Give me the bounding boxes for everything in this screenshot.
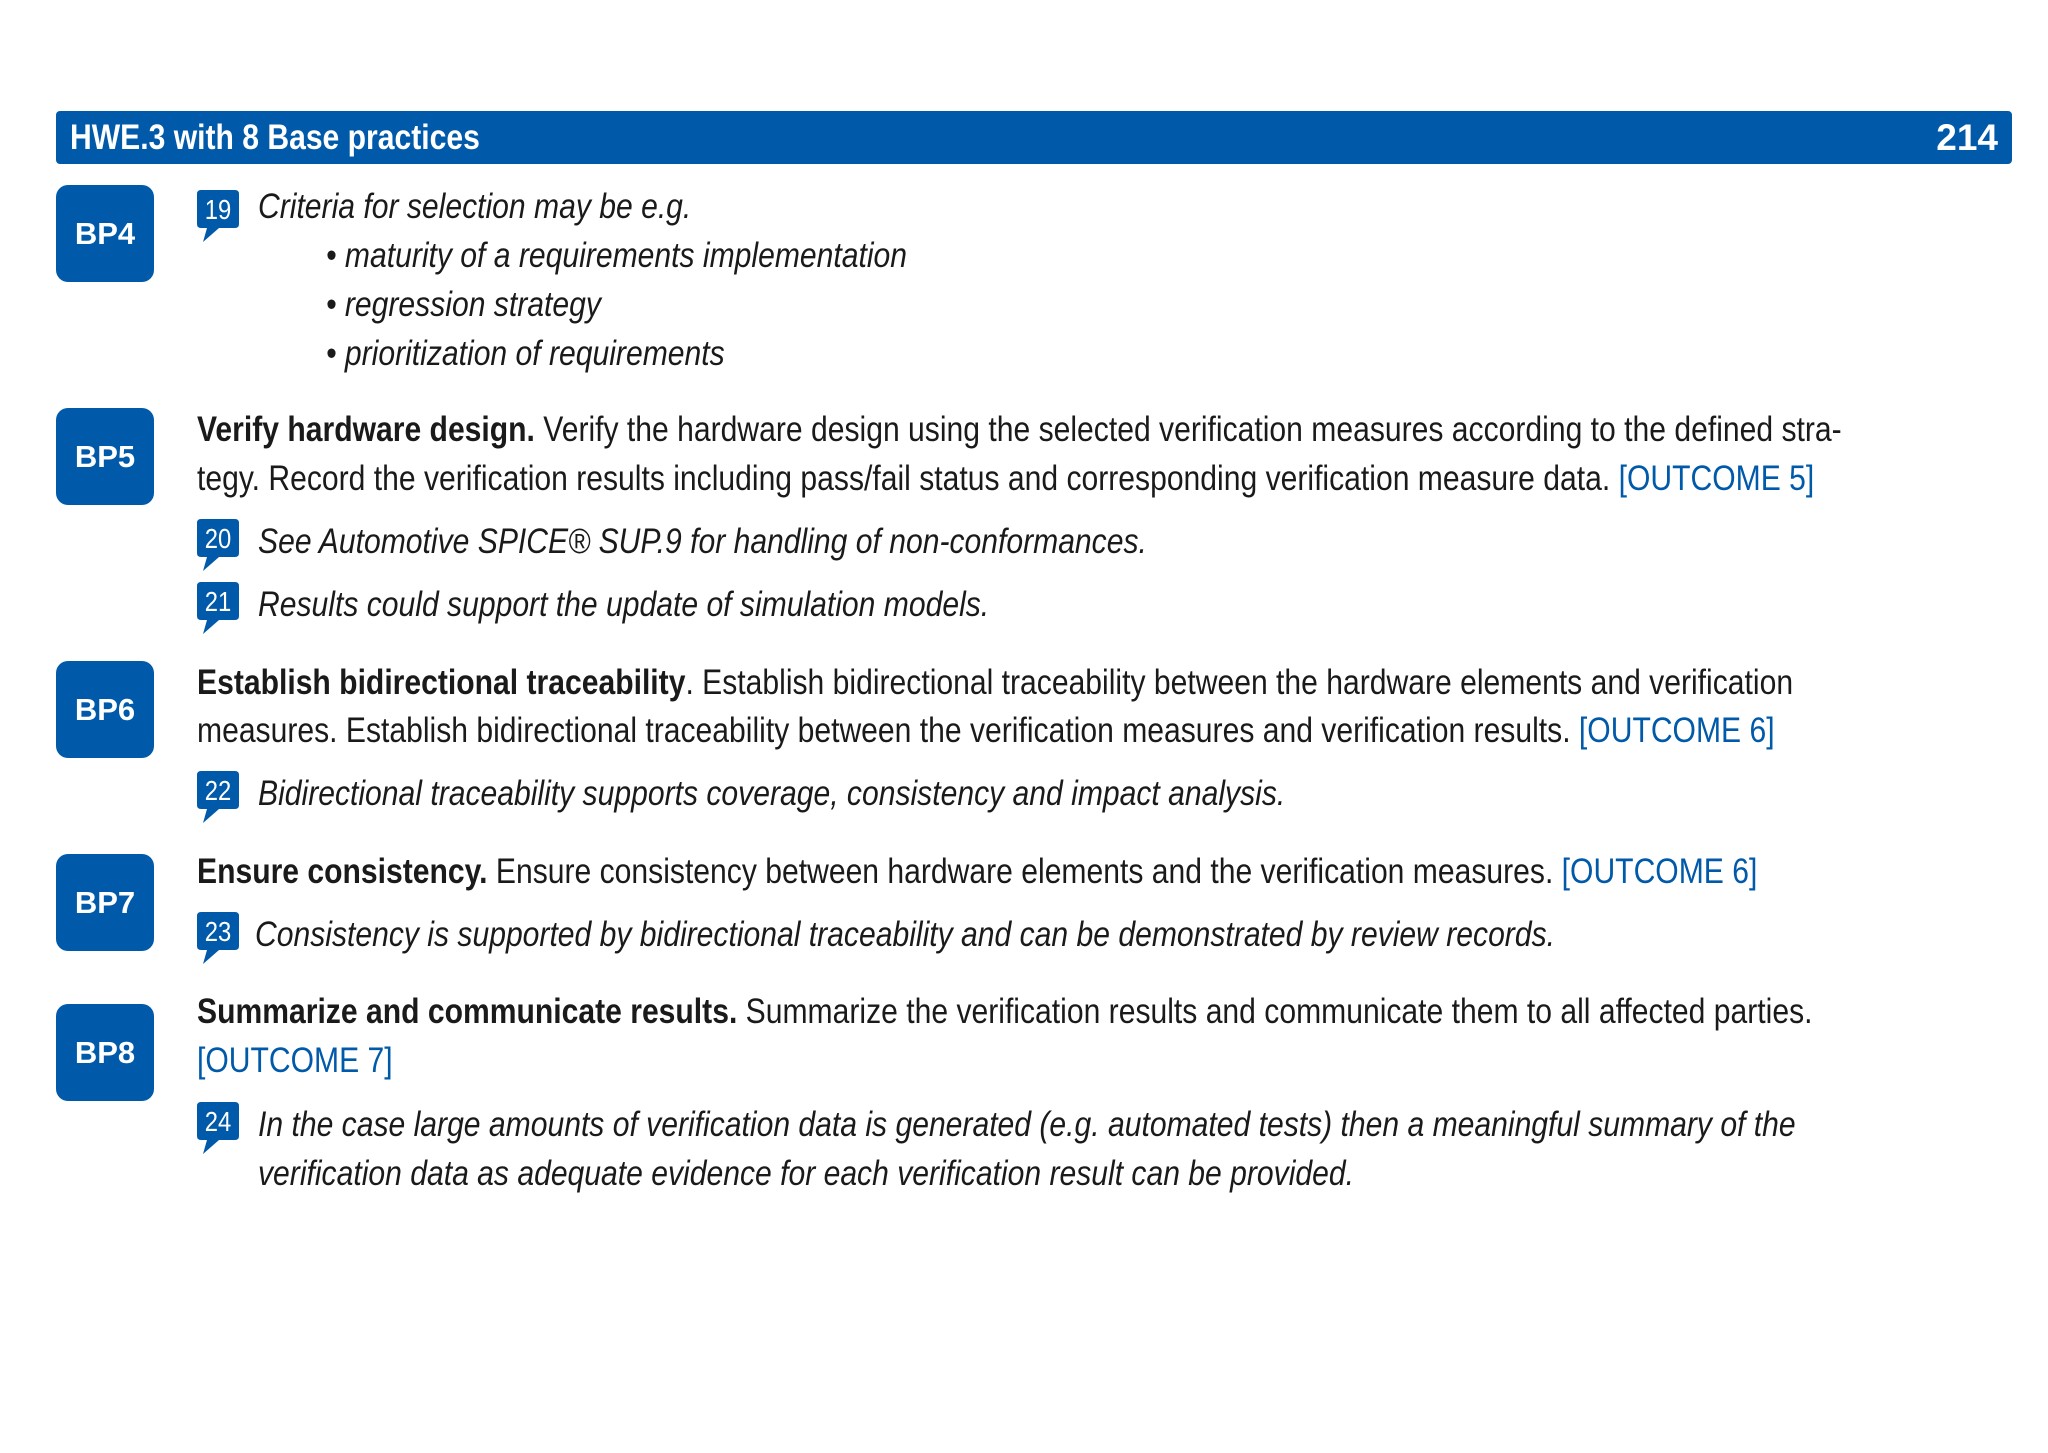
note-23-text: Consistency is supported by bidirectional traceability and can be demonstrated by review records.	[255, 915, 1555, 954]
note-22-text: Bidirectional traceability supports coverage, consistency and impact analysis.	[258, 774, 1286, 813]
note-24-icon	[197, 1102, 239, 1154]
note-20-number: 20	[204, 523, 232, 554]
bp5-text-1: Verify the hardware design using the selected verification measures according to the defined stra-	[534, 410, 1842, 449]
page-number: 214	[1936, 116, 1998, 158]
bp7-text-1: Ensure consistency between hardware elements and the verification measures.	[487, 852, 1562, 891]
note-19-bullet-3: • prioritization of requirements	[326, 334, 725, 373]
bp6-line-1	[197, 658, 1793, 707]
bp8-text-1: Summarize the verification results and communicate them to all affected parties.	[737, 992, 1813, 1031]
note-21-text: Results could support the update of simulation models.	[258, 585, 990, 624]
note-19-bullet-1: • maturity of a requirements implementation	[326, 236, 908, 275]
bp4-tag: BP4	[56, 185, 154, 282]
note-23-number: 23	[204, 916, 232, 947]
note-19-bullet-2: • regression strategy	[326, 285, 601, 324]
note-19-text: Criteria for selection may be e.g.	[258, 187, 692, 226]
note-20-text: See Automotive SPICE® SUP.9 for handling of non-conformances.	[258, 522, 1147, 561]
note-23-icon	[197, 912, 239, 964]
bp5-line-1	[197, 405, 1842, 454]
note-22-icon	[197, 771, 239, 823]
bp5-outcome-link[interactable]: [OUTCOME 5]	[1618, 459, 1815, 498]
bp6-text-1: . Establish bidirectional traceability between the hardware elements and verification	[685, 663, 1794, 702]
note-24-number: 24	[204, 1106, 232, 1137]
note-24-text-2: verification data as adequate evidence for each verification result can be provided.	[258, 1154, 1354, 1193]
bp5-line-2	[197, 454, 1814, 503]
bp8-line-2	[197, 1036, 393, 1085]
bp7-outcome-link[interactable]: [OUTCOME 6]	[1561, 852, 1758, 891]
bp6-tag: BP6	[56, 661, 154, 758]
note-22-number: 22	[204, 775, 232, 806]
bp5-title: Verify hardware design.	[197, 410, 535, 449]
note-19-number: 19	[204, 194, 232, 225]
bp7-tag: BP7	[56, 854, 154, 951]
bp8-outcome-link[interactable]: [OUTCOME 7]	[197, 1041, 393, 1080]
bp6-title: Establish bidirectional traceability	[197, 663, 686, 702]
bp6-text-2: measures. Establish bidirectional traceability between the verification measures and verification results.	[197, 711, 1579, 750]
bp6-line-2	[197, 706, 1775, 755]
bp7-line-1	[197, 847, 1757, 896]
note-20-icon	[197, 519, 239, 571]
section-header-bar	[56, 111, 2012, 164]
note-24-text-1: In the case large amounts of verification data is generated (e.g. automated tests) then a meaningful summary of the	[258, 1105, 1796, 1144]
bp8-tag: BP8	[56, 1004, 154, 1101]
section-title: HWE.3 with 8 Base practices	[70, 117, 480, 157]
bp8-line-1	[197, 987, 1812, 1036]
bp5-text-2: tegy. Record the verification results including pass/fail status and corresponding verification measure data.	[197, 459, 1619, 498]
bp7-title: Ensure consistency.	[197, 852, 488, 891]
note-21-icon	[197, 582, 239, 634]
bp5-tag: BP5	[56, 408, 154, 505]
bp8-title: Summarize and communicate results.	[197, 992, 738, 1031]
note-19-icon	[197, 190, 239, 242]
note-21-number: 21	[204, 586, 232, 617]
bp6-outcome-link[interactable]: [OUTCOME 6]	[1578, 711, 1775, 750]
